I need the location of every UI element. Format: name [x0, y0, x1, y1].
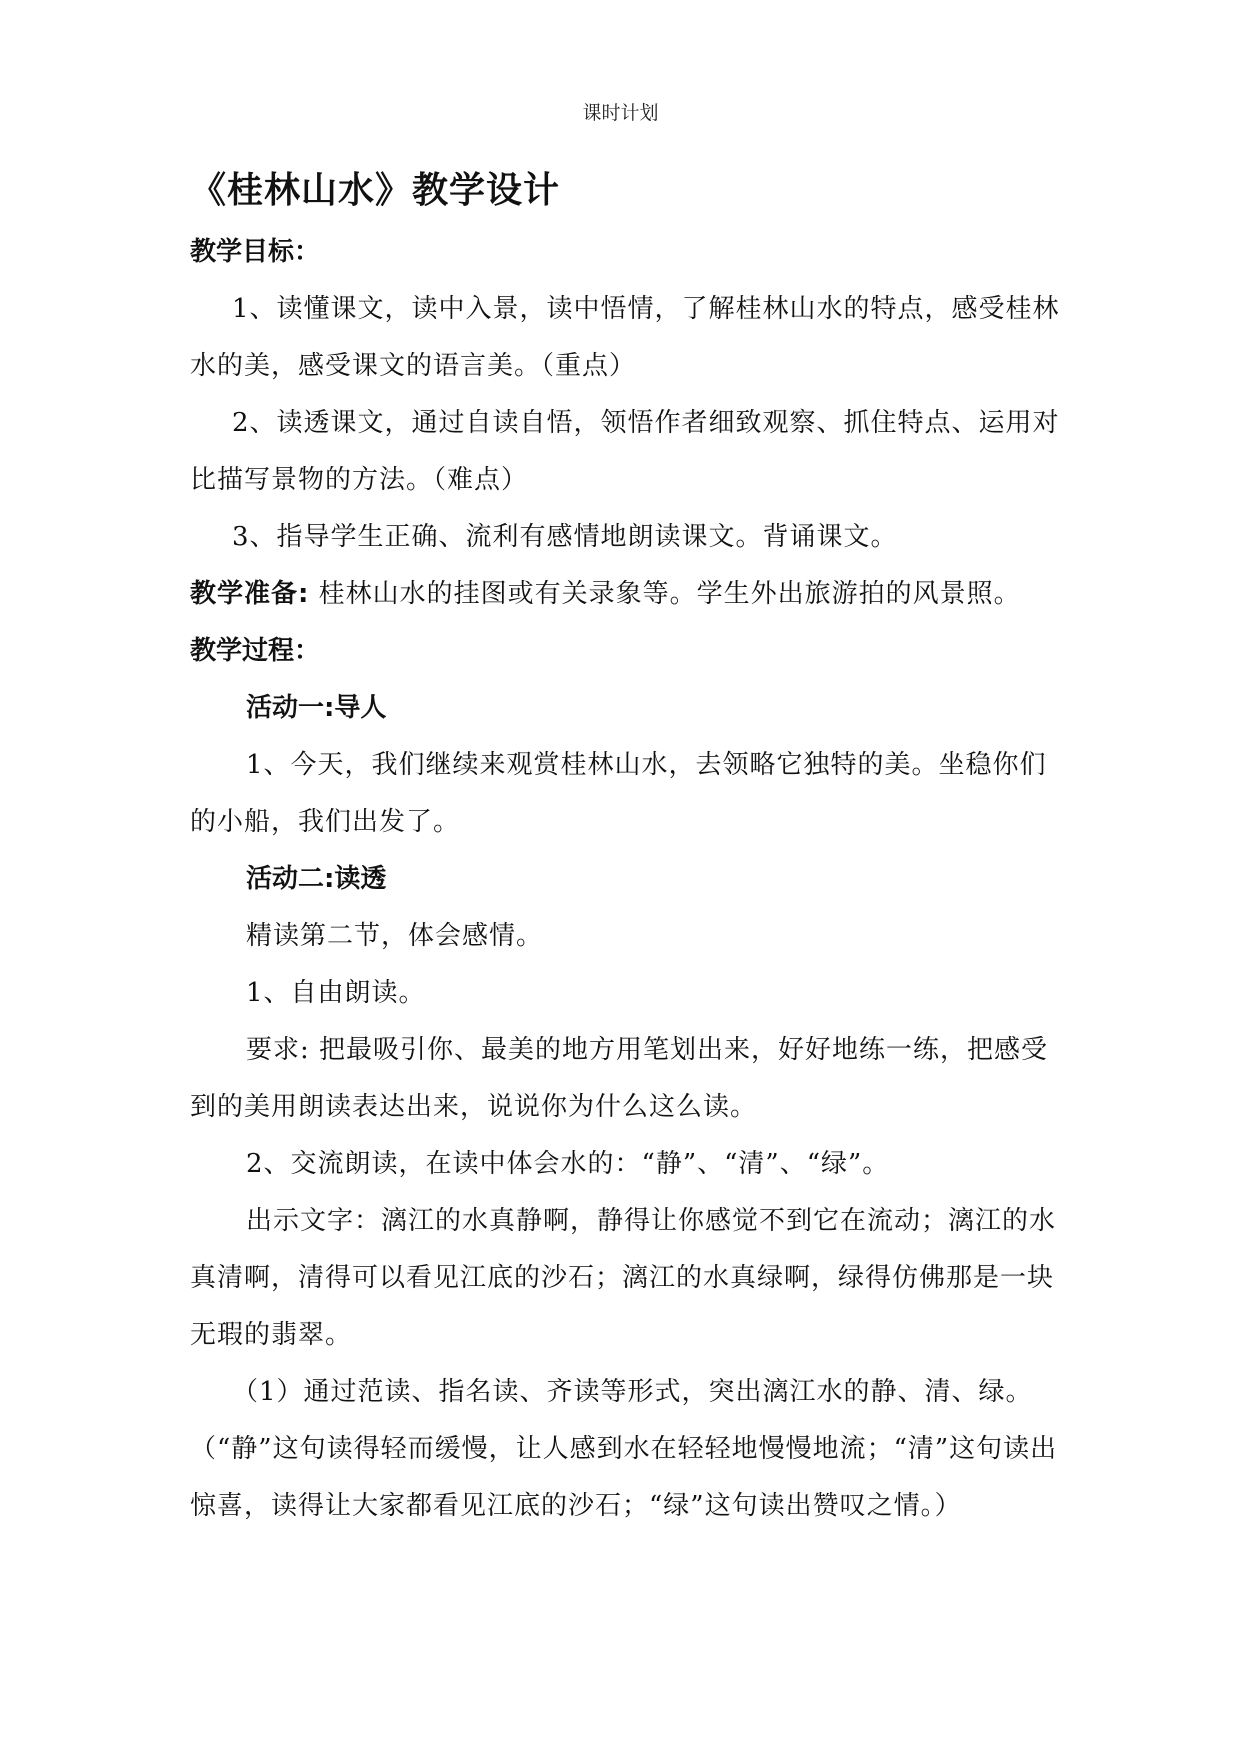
activity2-paragraph: 要求: 把最吸引你、最美的地方用笔划出来，好好地练一练，把感受到的美用朗读表达出来，说说你为什么这么读。 [190, 1035, 1049, 1122]
activity2-paragraph: （1）通过范读、指名读、齐读等形式，突出漓江水的静、清、绿。（“静”这句读得轻而缓慢，让人感到水在轻轻地慢慢地流；“清”这句读出惊喜，读得让大家都看见江底的沙石；“绿”这句读出赞叹之情。） [190, 1377, 1058, 1521]
preparation-text: 桂林山水的挂图或有关录象等。学生外出旅游拍的风景照。 [309, 579, 1021, 609]
objective-item: 3、指导学生正确、流利有感情地朗读课文。背诵课文。 [232, 522, 898, 552]
activity1-heading: 活动一:导人 [246, 693, 387, 723]
activity2-paragraph: 1、自由朗读。 [246, 978, 426, 1008]
activity2-paragraph: 精读第二节，体会感情。 [246, 921, 544, 951]
page-header: 课时计划 [582, 102, 659, 124]
objectives-heading: 教学目标： [190, 237, 321, 267]
activity2-heading: 活动二:读透 [246, 864, 387, 894]
activity1-paragraph: 1、今天，我们继续来观赏桂林山水，去领略它独特的美。坐稳你们的小船，我们出发了。 [190, 750, 1047, 837]
document-body [190, 158, 1070, 1535]
objective-item: 2、读透课文，通过自读自悟，领悟作者细致观察、抓住特点、运用对比描写景物的方法。（难点） [190, 408, 1060, 495]
objective-item: 1、读懂课文，读中入景，读中悟情，了解桂林山水的特点，感受桂林水的美，感受课文的语言美。（重点） [190, 294, 1060, 381]
preparation-paragraph [190, 566, 1070, 623]
preparation-label: 教学准备: [190, 579, 310, 609]
activity2-paragraph: 出示文字：漓江的水真静啊，静得让你感觉不到它在流动；漓江的水真清啊，清得可以看见江底的沙石；漓江的水真绿啊，绿得仿佛那是一块无瑕的翡翠。 [190, 1206, 1057, 1350]
document-title: 《桂林山水》教学设计 [190, 170, 561, 211]
activity2-paragraph: 2、交流朗读，在读中体会水的：“静”、“清”、“绿”。 [246, 1149, 890, 1179]
process-heading: 教学过程： [190, 636, 321, 666]
